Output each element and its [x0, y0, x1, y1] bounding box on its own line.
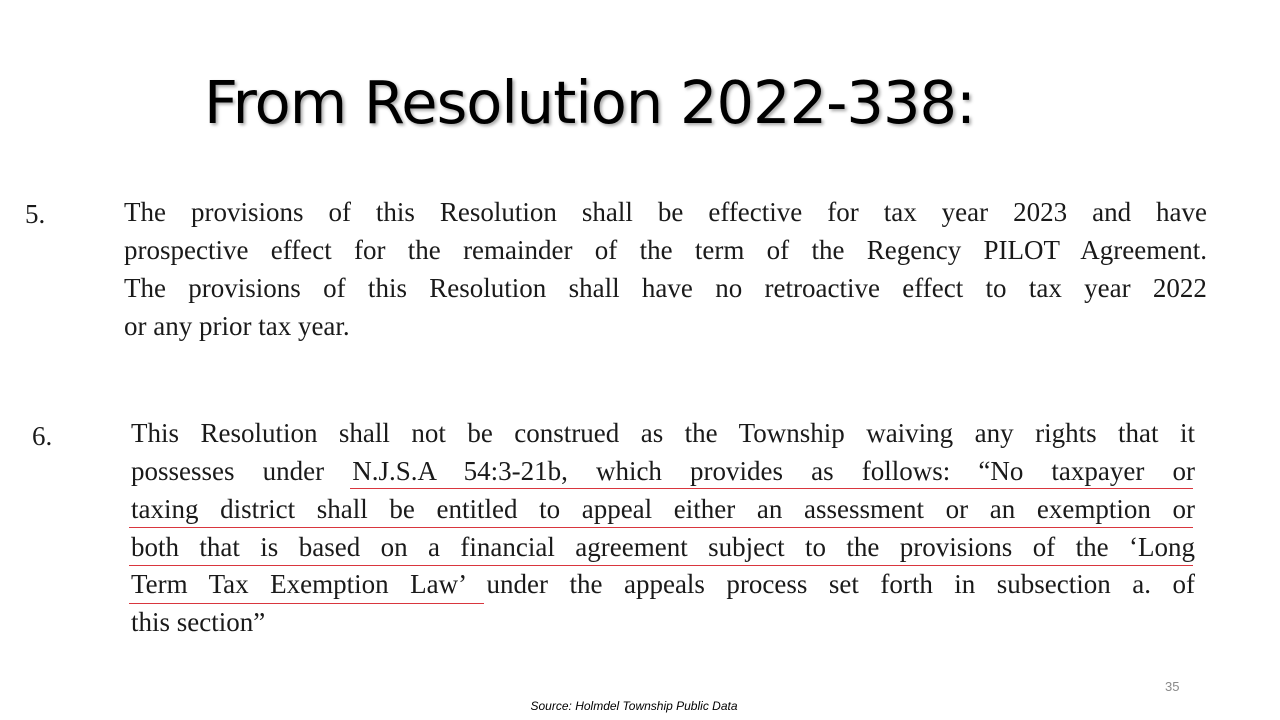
quote-underline [350, 488, 1193, 489]
clause-6-line: this section” [131, 607, 266, 637]
clause-6-line: both that is based on a financial agreement subject to the provisions of the ‘Long [131, 532, 1196, 562]
clause-5-line: or any prior tax year. [124, 311, 350, 341]
clause-6-line: possesses under N.J.S.A 54:3-21b, which provides as follows: “No taxpayer or [131, 456, 1195, 486]
slide-title: From Resolution 2022-338: [204, 68, 975, 137]
clause-6-line: taxing district shall be entitled to appeal either an assessment or an exemption or [131, 494, 1195, 524]
clause-6-line: Term Tax Exemption Law’ under the appeals process set forth in subsection a. of [131, 569, 1195, 599]
quote-underline [129, 527, 1193, 528]
clause-5-line: The provisions of this Resolution shall have no retroactive effect to tax year 2022 [124, 273, 1207, 303]
clause-6-number: 6. [32, 421, 53, 451]
page-number: 35 [1165, 679, 1180, 694]
clause-5-line: prospective effect for the remainder of the term of the Regency PILOT Agreement. [124, 235, 1208, 265]
source-note: Source: Holmdel Township Public Data [530, 699, 738, 713]
clause-5-line: The provisions of this Resolution shall be effective for tax year 2023 and have [124, 197, 1208, 227]
clause-5-number: 5. [25, 199, 46, 229]
quote-underline [129, 603, 484, 604]
quote-underline [129, 565, 1193, 566]
clause-6-line: This Resolution shall not be construed as the Township waiving any rights that it [131, 418, 1195, 448]
